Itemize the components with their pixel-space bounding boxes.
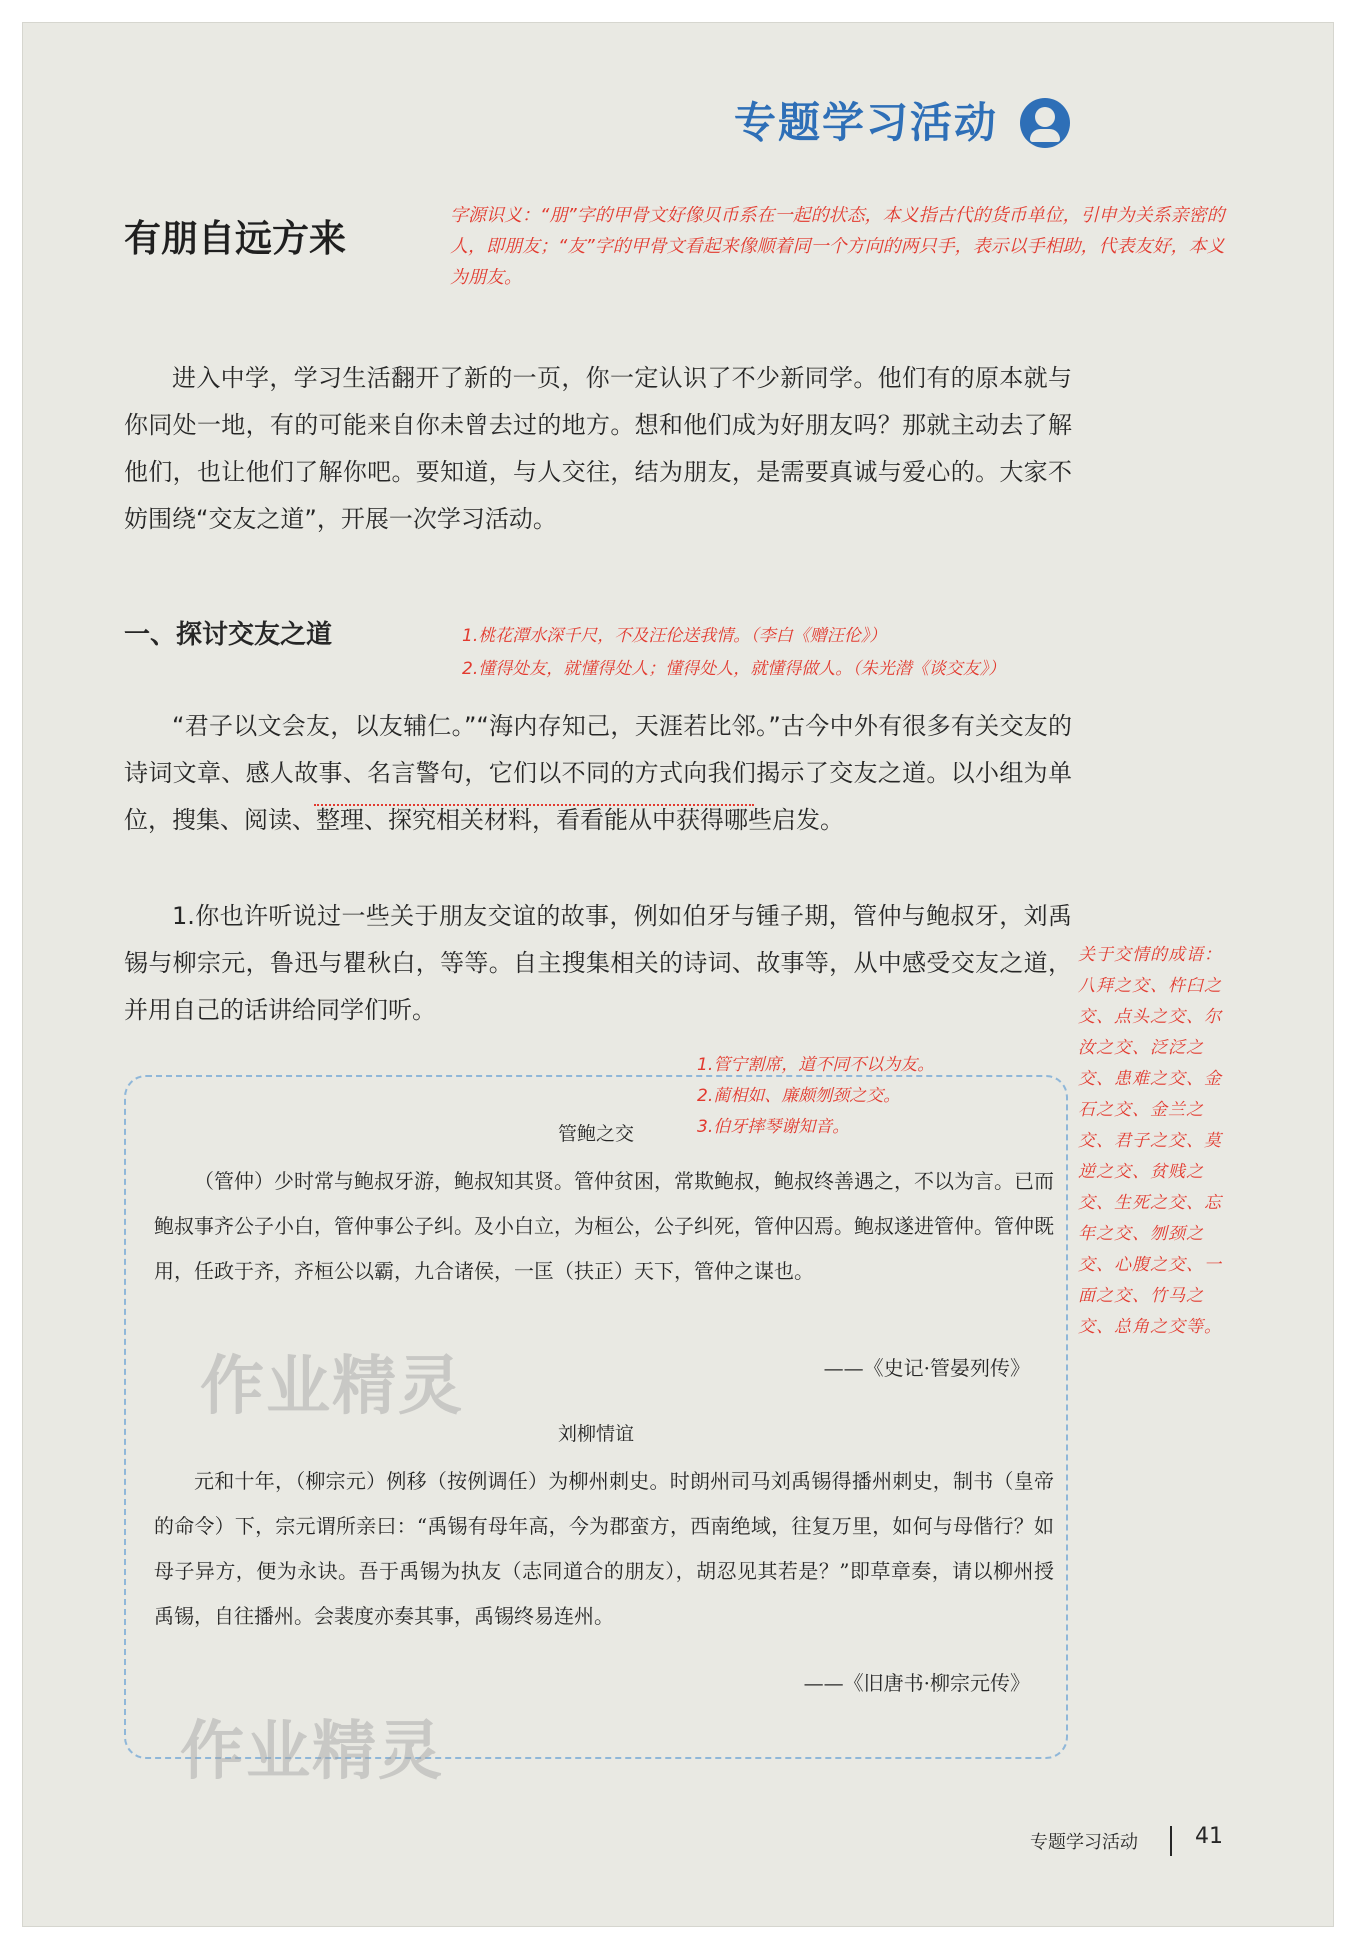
- section-quote-notes: [462, 620, 1242, 686]
- page-number: 41: [1195, 1824, 1223, 1849]
- section-quote-2: 2.懂得处友，就懂得处人；懂得处人，就懂得做人。（朱光潜《谈交友》）: [462, 659, 1006, 679]
- story-1-source: ——《史记·管晏列传》: [823, 1356, 1030, 1380]
- footer-divider: [1170, 1826, 1172, 1856]
- story-note-3: 3.伯牙摔琴谢知音。: [697, 1117, 850, 1137]
- watermark-2: 作业精灵: [180, 1715, 444, 1789]
- section-paragraph-1: “君子以文会友，以友辅仁。”“海内存知己，天涯若比邻。”古今中外有很多有关交友的诗词文章、感人故事、名言警句，它们以不同的方式向我们揭示了交友之道。以小组为单位，搜集、阅读、整理、探究相关材料，看看能从中获得哪些启发。: [124, 712, 1072, 834]
- person-icon-head: [1035, 107, 1055, 127]
- idioms-side-note: 关于交情的成语：八拜之交、杵臼之交、点头之交、尔汝之交、泛泛之交、患难之交、金石之交、金兰之交、君子之交、莫逆之交、贫贱之交、生死之交、忘年之交、刎颈之交、心腹之交、一面之交、竹马之交、总角之交等。: [1078, 945, 1222, 1337]
- story-2-title: 刘柳情谊: [557, 1423, 634, 1445]
- etymology-note: 字源识义：“朋”字的甲骨文好像贝币系在一起的状态，本义指古代的货币单位，引申为关系亲密的人，即朋友；“友”字的甲骨文看起来像顺着同一个方向的两只手，表示以手相助，代表友好，本义为朋友。: [450, 205, 1225, 288]
- story-note-1: 1.管宁割席，道不同不以为友。: [697, 1055, 935, 1075]
- person-icon-body: [1030, 129, 1060, 142]
- section-quote-1: 1.桃花潭水深千尺，不及汪伦送我情。（李白《赠汪伦》）: [462, 626, 887, 646]
- story-1-title: 管鲍之交: [557, 1123, 634, 1145]
- story-note-2: 2.蔺相如、廉颇刎颈之交。: [697, 1086, 901, 1106]
- story-notes: [697, 1050, 1097, 1143]
- underline-mark: [314, 796, 754, 806]
- footer-label: 专题学习活动: [1030, 1832, 1138, 1853]
- story-1-text: （管仲）少时常与鲍叔牙游，鲍叔知其贤。管仲贫困，常欺鲍叔，鲍叔终善遇之，不以为言。已而鲍叔事齐公子小白，管仲事公子纠。及小白立，为桓公，公子纠死，管仲囚焉。鲍叔遂进管仲。管仲既用，任政于齐，齐桓公以霸，九合诸侯，一匡（扶正）天下，管仲之谋也。: [154, 1169, 1054, 1283]
- header-title: 专题学习活动: [733, 98, 998, 147]
- section-paragraph-2: 1.你也许听说过一些关于朋友交谊的故事，例如伯牙与锺子期，管仲与鲍叔牙，刘禹锡与柳宗元，鲁迅与瞿秋白，等等。自主搜集相关的诗词、故事等，从中感受交友之道，并用自己的话讲给同学们听。: [124, 902, 1072, 1024]
- watermark-1: 作业精灵: [200, 1350, 464, 1424]
- intro-paragraph: 进入中学，学习生活翻开了新的一页，你一定认识了不少新同学。他们有的原本就与你同处一地，有的可能来自你未曾去过的地方。想和他们成为好朋友吗？那就主动去了解他们，也让他们了解你吧。要知道，与人交往，结为朋友，是需要真诚与爱心的。大家不妨围绕“交友之道”，开展一次学习活动。: [124, 364, 1072, 533]
- person-icon: [1020, 98, 1070, 148]
- story-2-source: ——《旧唐书·柳宗元传》: [803, 1671, 1030, 1695]
- story-2-text: 元和十年，（柳宗元）例移（按例调任）为柳州刺史。时朗州司马刘禹锡得播州刺史，制书（皇帝的命令）下，宗元谓所亲曰：“禹锡有母年高，今为郡蛮方，西南绝域，往复万里，如何与母偕行？如母子异方，便为永诀。吾于禹锡为执友（志同道合的朋友），胡忍见其若是？”即草章奏，请以柳州授禹锡，自往播州。会裴度亦奏其事，禹锡终易连州。: [154, 1469, 1054, 1628]
- lesson-title: 有朋自远方来: [124, 216, 346, 260]
- section-title: 一、探讨交友之道: [124, 620, 333, 650]
